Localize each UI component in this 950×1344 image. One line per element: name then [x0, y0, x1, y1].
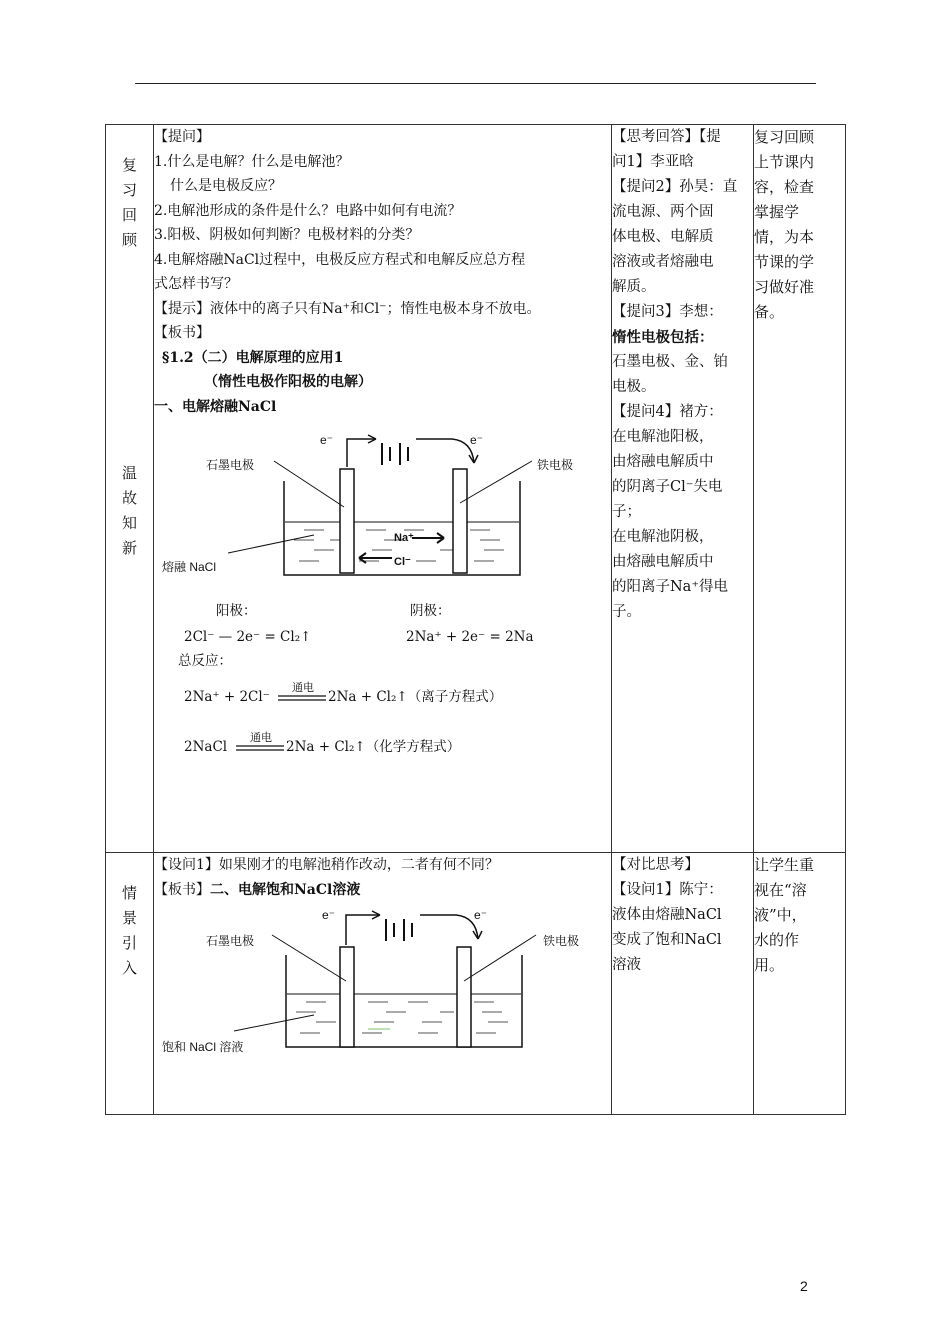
cathode-equation: 2Na⁺ + 2e⁻ = 2Na [406, 629, 534, 645]
stage-label-char: 复 [121, 156, 137, 174]
intent-line: 情，为本 [754, 228, 815, 246]
row2-content-cell [154, 853, 612, 1115]
board-line [154, 878, 611, 903]
electrolysis-diagram-molten [154, 425, 612, 585]
section-subtitle: （惰性电极作阳极的电解） [204, 374, 372, 390]
answer-line: 变成了饱和NaCl [612, 932, 722, 948]
stage-label-char: 景 [121, 909, 137, 927]
answer-line: 【对比思考】 [612, 857, 699, 873]
answer-line: 电极。 [612, 379, 656, 395]
stage-label-char: 习 [121, 181, 137, 199]
answer-line: 【提问2】孙昊：直 [612, 179, 738, 195]
table-row [106, 853, 846, 1115]
intent-line: 上节课内 [754, 153, 815, 171]
row1-intent-cell [754, 125, 846, 853]
intent-line: 习做好准 [754, 278, 815, 296]
electron-label-right: e⁻ [474, 908, 488, 922]
stage-label-char: 知 [121, 514, 137, 532]
label-graphite-electrode: 石墨电极 [206, 458, 255, 472]
ion-label-cl: Cl⁻ [394, 556, 411, 568]
intent-line: 节课的学 [754, 253, 815, 271]
ionic-equation-double-line [278, 694, 328, 702]
stage-label-char: 入 [121, 959, 137, 977]
answer-line: 溶液或者熔融电 [612, 254, 714, 270]
section-title: §1.2（二）电解原理的应用1 [162, 349, 344, 366]
intent-line: 复习回顾 [754, 128, 815, 146]
answer-line: 溶液 [612, 957, 641, 973]
answer-line: 石墨电极、金、铂 [612, 354, 728, 370]
ionic-equation-left: 2Na⁺ + 2Cl⁻ [184, 689, 270, 705]
question-2: 2.电解池形成的条件是什么？电路中如何有电流？ [154, 202, 462, 219]
intent-line: 掌握学 [754, 203, 800, 221]
stage-label-char: 回 [121, 206, 137, 224]
question-4-cont: 式怎样书写？ [154, 276, 238, 292]
answer-line: 【思考回答】【提 [612, 129, 721, 145]
anode-label: 阳极： [216, 603, 257, 619]
board-heading: 【板书】 [154, 325, 210, 341]
row1-content-cell [154, 125, 612, 853]
label-iron-electrode: 铁电极 [537, 458, 574, 472]
ionic-equation-condition: 通电 [292, 681, 314, 694]
chemical-equation-left: 2NaCl [184, 739, 228, 755]
answer-line: 问1】李亚晗 [612, 154, 694, 170]
chemical-equation-right: 2Na + Cl₂↑（化学方程式） [286, 739, 461, 755]
answer-line: 子。 [612, 604, 641, 620]
electron-label-right: e⁻ [470, 433, 484, 447]
stage-label-char: 新 [121, 539, 137, 557]
chemical-equation-double-line [236, 744, 286, 752]
stage-label-char: 温 [121, 464, 137, 482]
label-iron-electrode: 铁电极 [543, 934, 580, 948]
answer-line: 液体由熔融NaCl [612, 907, 722, 923]
answer-line: 体电极、电解质 [612, 229, 714, 245]
page-number: 2 [800, 1278, 808, 1294]
heading-molten-nacl: 一、电解熔融NaCl [154, 398, 277, 415]
answer-line: 在电解池阴极， [612, 529, 714, 545]
answer-line: 的阳离子Na⁺得电 [612, 579, 728, 595]
answer-line: 【提问4】褚方： [612, 404, 723, 420]
intent-line: 让学生重 [754, 856, 815, 874]
stage-label-char: 顾 [121, 231, 137, 249]
setup-question: 【设问1】如果刚才的电解池稍作改动，二者有何不同？ [154, 857, 499, 873]
cathode-label: 阴极： [410, 603, 451, 619]
row2-label-cell [106, 853, 154, 1115]
label-graphite-electrode: 石墨电极 [206, 934, 255, 948]
electron-label-left: e⁻ [322, 908, 336, 922]
answer-line: 在电解池阳极， [612, 429, 714, 445]
answer-line: 由熔融电解质中 [612, 554, 714, 570]
ionic-equation-right: 2Na + Cl₂↑（离子方程式） [328, 689, 503, 705]
answer-line: 流电源、两个固 [612, 204, 714, 220]
heading-saturated-nacl: 二、电解饱和NaCl溶液 [210, 881, 361, 898]
answer-line: 子； [612, 504, 641, 520]
total-reaction-label: 总反应： [178, 653, 232, 669]
intent-line: 水的作 [754, 931, 800, 949]
row1-student-answer-cell [612, 125, 754, 853]
ion-label-na: Na⁺ [394, 532, 414, 544]
hint-line: 【提示】液体中的离子只有Na⁺和Cl⁻；惰性电极本身不放电。 [154, 300, 541, 317]
intent-line: 液”中， [754, 906, 807, 924]
stage-label-char: 情 [121, 884, 137, 902]
label-saturated-nacl: 饱和 NaCl 溶液 [162, 1040, 244, 1054]
anode-equation: 2Cl⁻ — 2e⁻ = Cl₂↑ [184, 629, 312, 645]
answer-line: 的阴离子Cl⁻失电 [612, 479, 723, 495]
board-prefix: 【板书】 [154, 881, 210, 898]
stage-label-char: 引 [121, 934, 137, 952]
intent-line: 视在“溶 [754, 881, 807, 899]
answer-line: 【提问3】李想： [612, 304, 723, 320]
answer-line: 由熔融电解质中 [612, 454, 714, 470]
row1-label-cell [106, 125, 154, 853]
header-rule [135, 83, 816, 84]
intent-line: 备。 [754, 303, 785, 321]
intent-line: 容，检查 [754, 178, 815, 196]
question-4: 4.电解熔融NaCl过程中，电极反应方程式和电解反应总方程 [154, 251, 526, 268]
row2-intent-cell [754, 853, 846, 1115]
electron-label-left: e⁻ [320, 433, 334, 447]
answer-line: 【设问1】陈宁： [612, 882, 723, 898]
question-3: 3.阳极、阴极如何判断？电极材料的分类？ [154, 227, 420, 243]
lesson-table [105, 124, 846, 1115]
chemical-equation-condition: 通电 [250, 731, 272, 744]
answer-line: 解质。 [612, 279, 656, 295]
question-1: 1.什么是电解？什么是电解池？ [154, 153, 350, 170]
row2-student-answer-cell [612, 853, 754, 1115]
label-molten-nacl: 熔融 NaCl [162, 560, 217, 574]
intent-line: 用。 [754, 956, 785, 974]
stage-label-char: 故 [121, 489, 137, 507]
answer-line: 惰性电极包括： [612, 329, 714, 346]
question-heading: 【提问】 [154, 129, 210, 145]
table-row [106, 125, 846, 853]
question-1-cont: 什么是电极反应？ [170, 178, 282, 194]
